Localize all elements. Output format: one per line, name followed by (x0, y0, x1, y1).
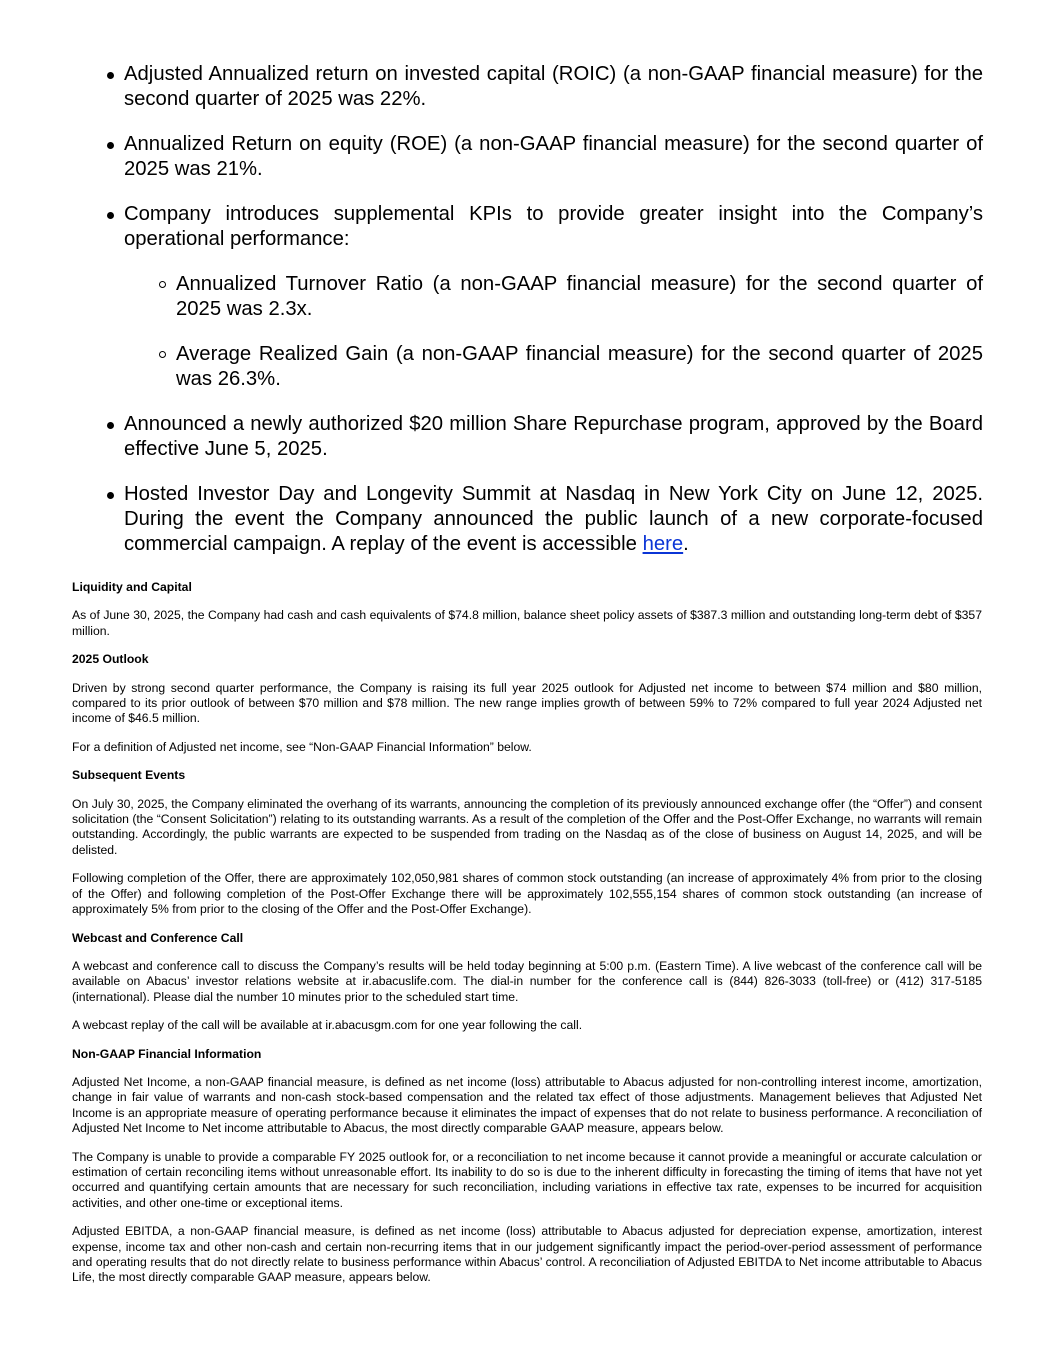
investor-day-bullet (105, 482, 983, 557)
roe-bullet: Annualized Return on equity (ROE) (a non-GAAP financial measure) for the second quarter of 2025 was 21%. (105, 132, 983, 182)
outlook-heading: 2025 Outlook (72, 652, 149, 667)
roic-bullet: Adjusted Annualized return on invested capital (ROIC) (a non-GAAP financial measure) for the second quarter of 2025 was 22%. (105, 62, 983, 112)
realized-gain-bullet: Average Realized Gain (a non-GAAP financial measure) for the second quarter of 2025 was 26.3%. (157, 342, 983, 392)
webcast-heading: Webcast and Conference Call (72, 930, 244, 945)
investor-day-end: . (683, 533, 689, 555)
non-gaap-heading: Non-GAAP Financial Information (72, 1046, 262, 1061)
outlook-definition-note: For a definition of Adjusted net income, see “Non-GAAP Financial Information” below. (72, 739, 532, 754)
adjusted-net-income-paragraph: Adjusted Net Income, a non-GAAP financial measure, is defined as net income (loss) attributable to Abacus adjusted for non-controlling interest income, amortization, change in fair value of warrants and non-cash stock-based compensation and the related tax effect of those adjustments. Management believes that Adjusted Net Income is an appropriate measure of operating performance because it eliminates the impact of expenses that do not relate to business performance. A reconciliation of Adjusted Net Income to Net income attributable to Abacus, the most directly comparable GAAP measure, appears below. (72, 1074, 982, 1136)
liquidity-heading: Liquidity and Capital (72, 580, 192, 594)
share-repurchase-bullet: Announced a newly authorized $20 million Share Repurchase program, approved by the Board effective June 5, 2025. (105, 412, 983, 462)
replay-link[interactable]: here (642, 533, 684, 555)
adjusted-ebitda-paragraph: Adjusted EBITDA, a non-GAAP financial measure, is defined as net income (loss) attributable to Abacus adjusted for depreciation expense, amortization, interest expense, income tax and other non-cash and certain non-recurring items that in our judgement significantly impact the period-over-period assessment of performance and operating results that do not directly relate to business performance within Abacus’ control. A reconciliation of Adjusted EBITDA to Net income attributable to Abacus Life, the most directly comparable GAAP measure, appears below. (72, 1224, 982, 1285)
shares-outstanding-paragraph: Following completion of the Offer, there are approximately 102,050,981 shares of common stock outstanding (an increase of approximately 4% from prior to the closing of the Offer) and following completion of the Post-Offer Exchange there will be approximately 102,555,154 shares of common stock outstanding (an increase of approximately 5% from prior to the closing of the Offer and the Post-Offer Exchange). (72, 871, 982, 917)
outlook-reconciliation-paragraph: The Company is unable to provide a comparable FY 2025 outlook for, or a reconciliation to net income because it cannot provide a meaningful or accurate calculation or estimation of certain reconciling items without unreasonable effort. Its inability to do so is due to the inherent difficulty in forecasting the timing of items that have not yet occurred and quantifying certain amounts that are necessary for such reconciliation, including variations in effective tax rate, expenses to be incurred for acquisition activities, and other one-time or exceptional items. (72, 1149, 982, 1210)
webcast-paragraph: A webcast and conference call to discuss the Company’s results will be held today beginning at 5:00 p.m. (Eastern Time). A live webcast of the conference call will be available on Abacus’ investor relations website at ir.abacuslife.com. The dial-in number for the conference call is (844) 826-3033 (toll-free) or (412) 317-5185 (international). Please dial the number 10 minutes prior to the scheduled start time. (72, 958, 982, 1004)
kpi-intro-bullet (105, 202, 983, 392)
kpi-sublist (124, 272, 983, 392)
subsequent-events-heading: Subsequent Events (72, 768, 186, 783)
kpi-intro-text: Company introduces supplemental KPIs to provide greater insight into the Company’s operational performance: (124, 203, 983, 250)
webcast-replay-paragraph: A webcast replay of the call will be available at ir.abacusgm.com for one year following the call. (72, 1018, 583, 1033)
body-sections (72, 580, 982, 1299)
warrants-paragraph: On July 30, 2025, the Company eliminated the overhang of its warrants, announcing the completion of its previously announced exchange offer (the “Offer”) and consent solicitation (the “Consent Solicitation”) relating to its outstanding warrants. As a result of the completion of the Offer and the Post-Offer Exchange, no warrants will remain outstanding. Accordingly, the public warrants are expected to be suspended from trading on the Nasdaq as of the close of business on August 14, 2025, and will be delisted. (72, 796, 982, 857)
outlook-paragraph: Driven by strong second quarter performance, the Company is raising its full year 2025 outlook for Adjusted net income to between $74 million and $80 million, compared to its prior outlook of between $70 million and $78 million. The new range implies growth of between 59% to 72% compared to full year 2024 Adjusted net income of $46.5 million. (72, 680, 982, 726)
highlights-list (105, 62, 983, 577)
liquidity-paragraph: As of June 30, 2025, the Company had cash and cash equivalents of $74.8 million, balance sheet policy assets of $387.3 million and outstanding long-term debt of $357 million. (72, 608, 982, 638)
turnover-ratio-bullet: Annualized Turnover Ratio (a non-GAAP financial measure) for the second quarter of 2025 was 2.3x. (157, 272, 983, 322)
investor-day-text: Hosted Investor Day and Longevity Summit at Nasdaq in New York City on June 12, 2025. During the event the Company announced the public launch of a new corporate-focused commercial campaign. A replay of the event is accessible (124, 483, 983, 555)
